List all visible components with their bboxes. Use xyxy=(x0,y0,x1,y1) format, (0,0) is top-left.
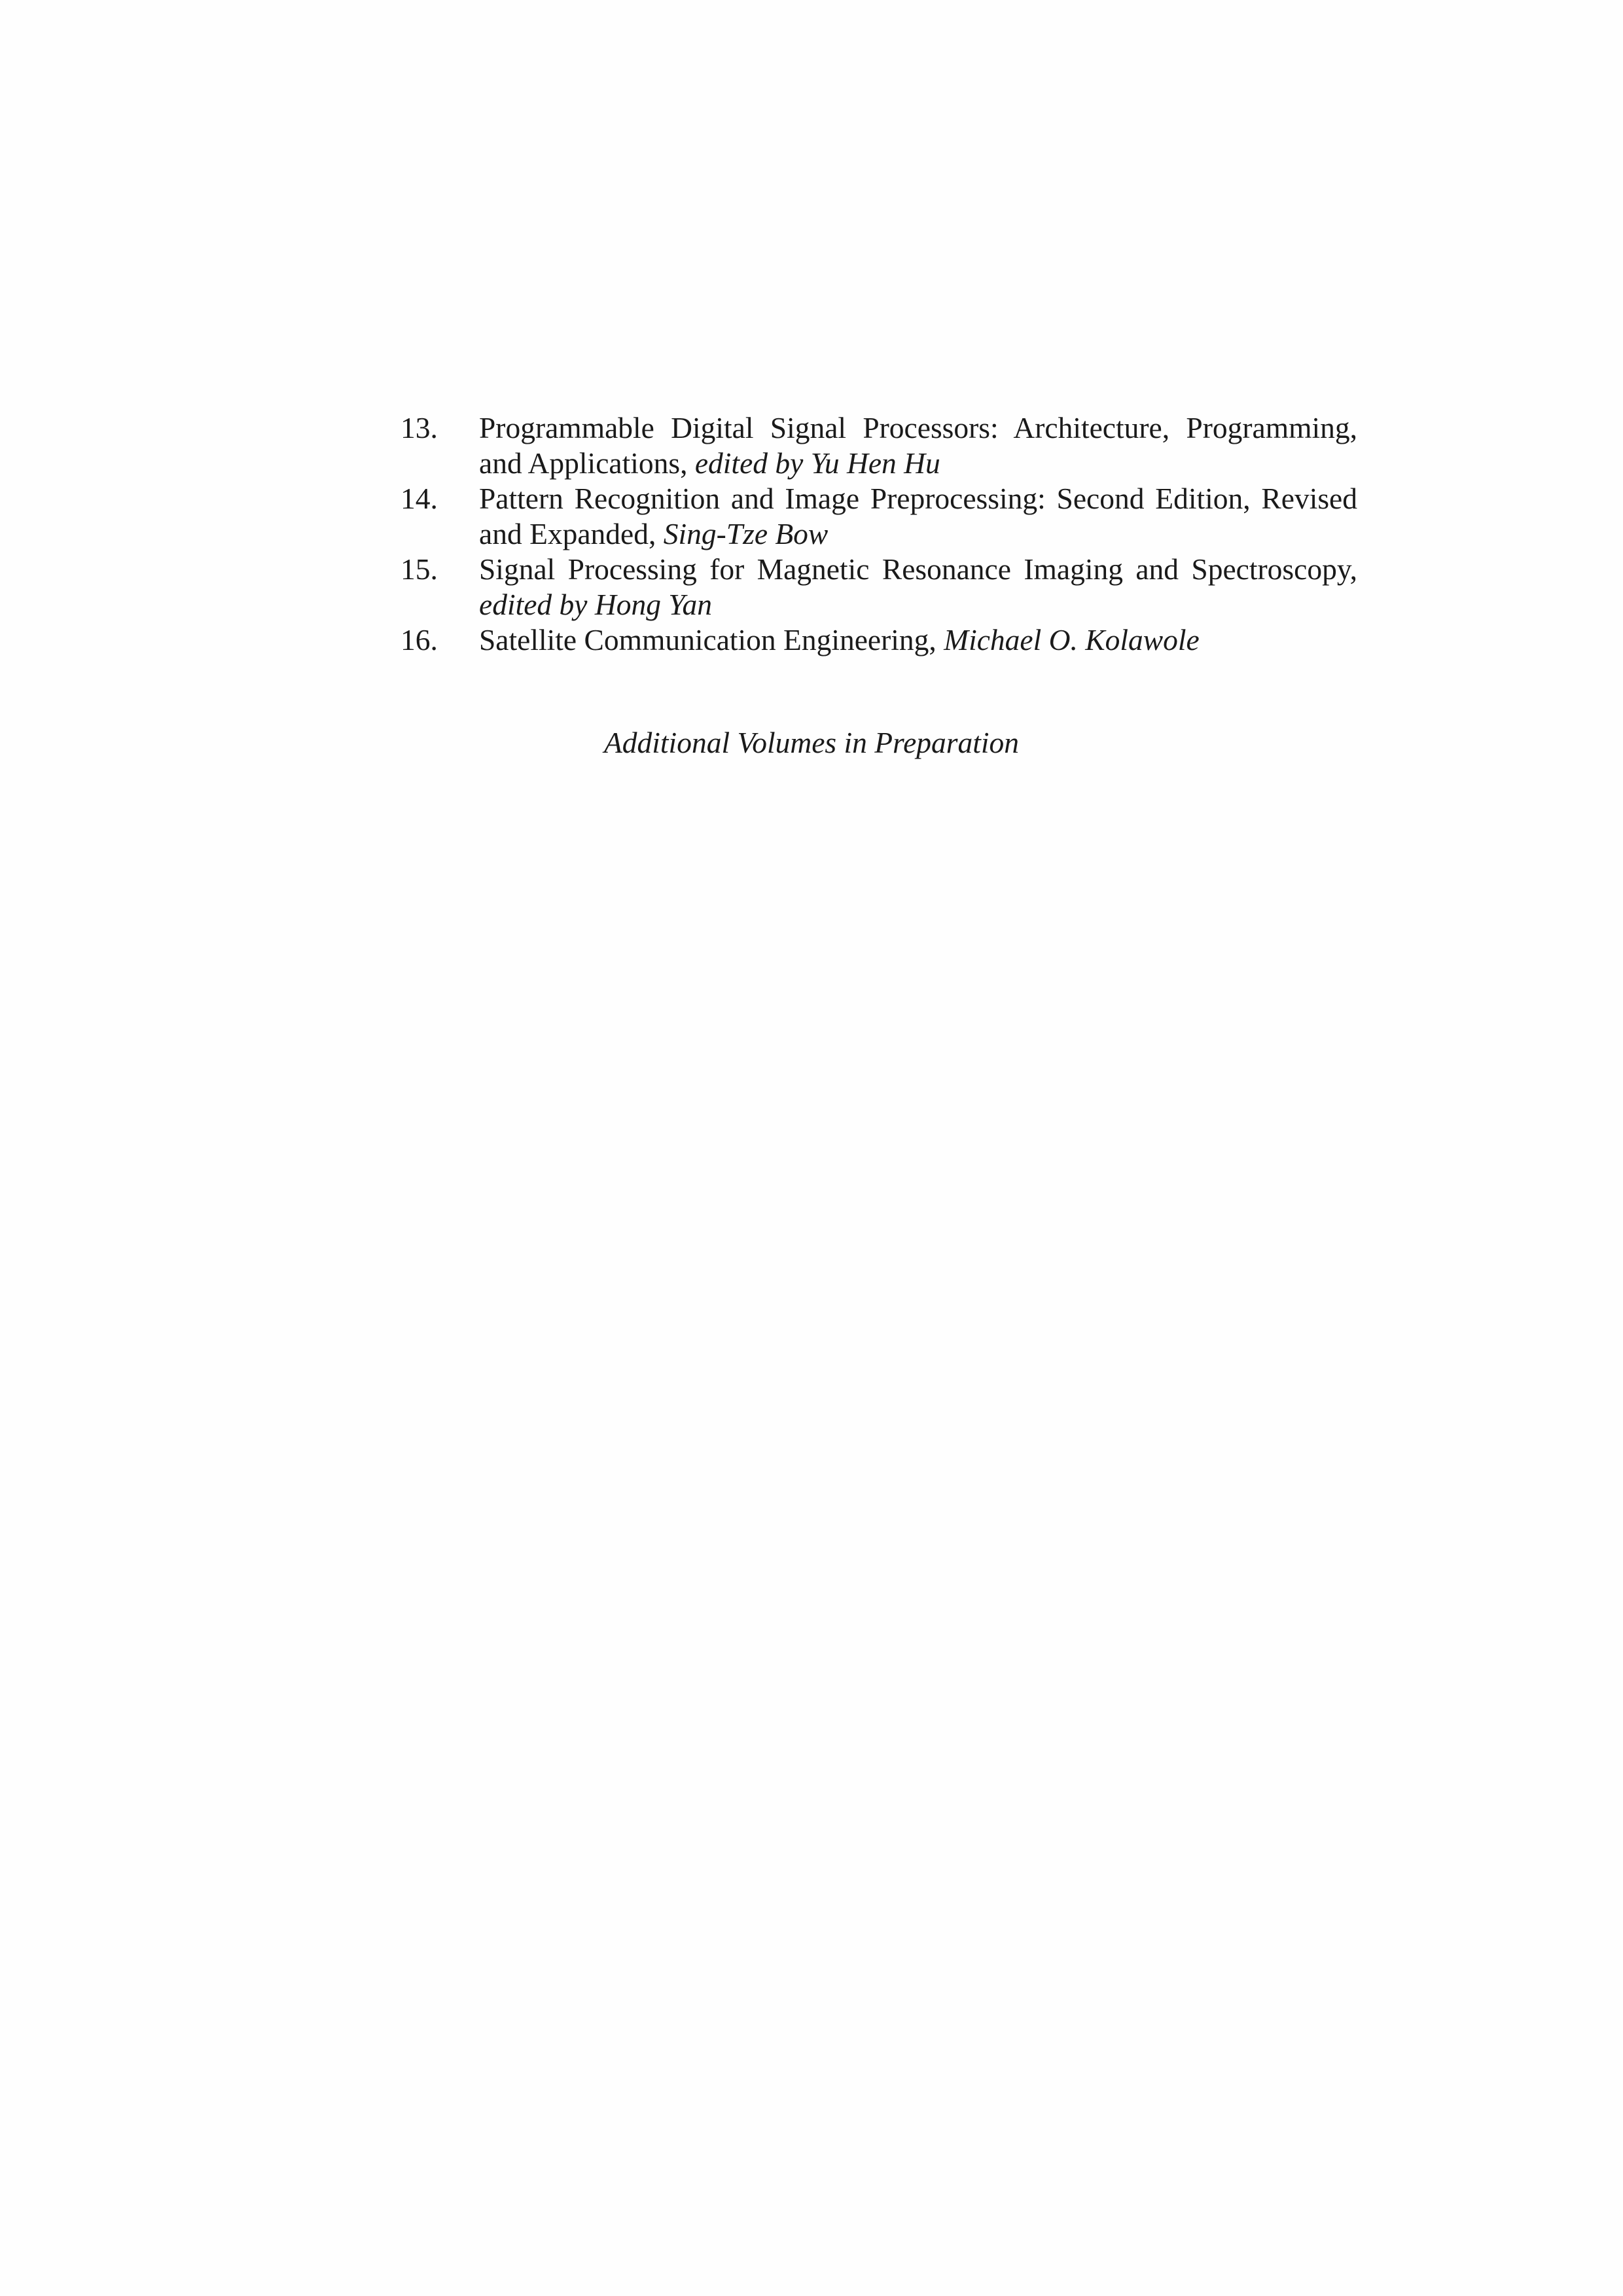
list-item xyxy=(401,622,1357,658)
list-item xyxy=(401,552,1357,622)
list-item xyxy=(401,410,1357,481)
entry-text xyxy=(479,622,1357,658)
entry-author: Michael O. Kolawole xyxy=(944,623,1200,656)
entry-title: Programmable Digital Signal Processors: Architecture, Programming, and Applications, xyxy=(479,411,1357,480)
entry-title: Signal Processing for Magnetic Resonance Imaging and Spectroscopy, xyxy=(479,552,1357,586)
entry-author: edited by Hong Yan xyxy=(479,588,712,621)
entry-text xyxy=(479,481,1357,552)
entry-number: 16. xyxy=(401,623,438,656)
entry-title: Pattern Recognition and Image Preprocessing: Second Edition, Revised and Expanded, xyxy=(479,482,1357,550)
entry-number: 14. xyxy=(401,482,438,515)
entry-author: edited by Yu Hen Hu xyxy=(694,446,940,480)
additional-volumes-note: Additional Volumes in Preparation xyxy=(603,726,1020,759)
entry-number: 15. xyxy=(401,552,438,586)
series-volume-list xyxy=(401,410,1357,658)
entry-author: Sing-Tze Bow xyxy=(663,517,829,550)
entry-text xyxy=(479,552,1357,622)
entry-text xyxy=(479,410,1357,481)
entry-title: Satellite Communication Engineering, xyxy=(479,623,936,656)
entry-number: 13. xyxy=(401,411,438,444)
list-item xyxy=(401,481,1357,552)
